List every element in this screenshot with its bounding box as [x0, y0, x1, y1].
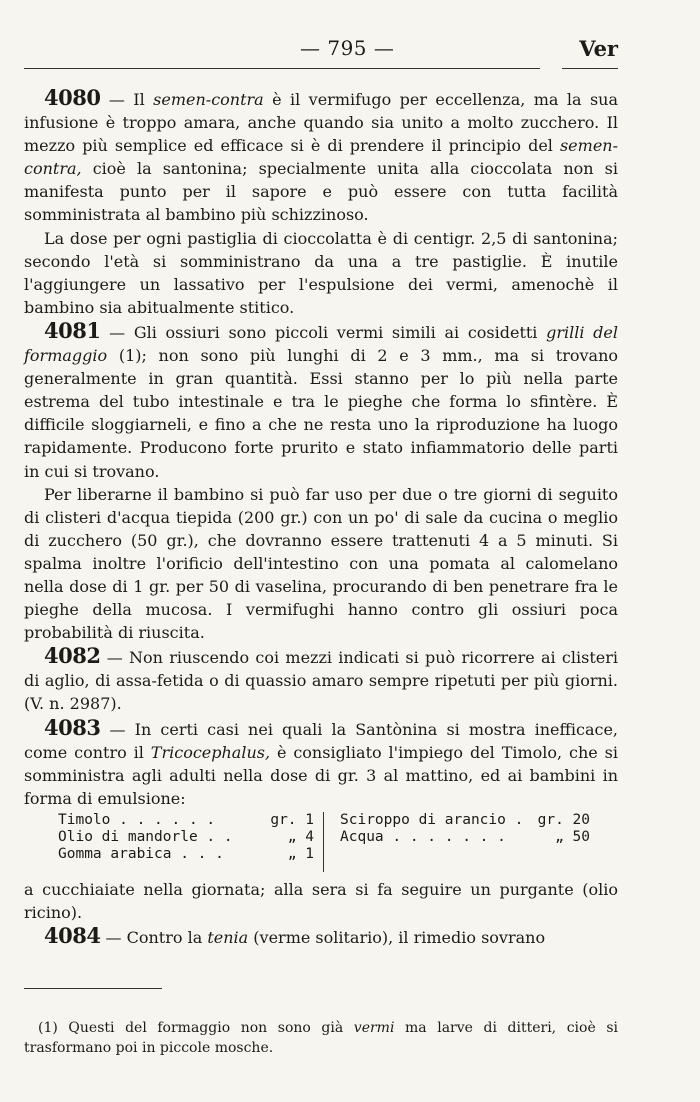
main-text: [24, 86, 618, 949]
prescription-row: Olio di mandorle . . „ 4: [58, 828, 314, 845]
header-rule-right: [562, 68, 618, 69]
paragraph-4080: 4080 — Il semen-contra è il vermifugo per eccellenza, ma la sua infusione è troppo amara, anche quando sia unito a molto zucchero. Il mezzo più semplice ed efficace si è di prendere il principio del semen-contra, cioè la santonina; specialmente unita alla cioccolata non si manifesta punto per il sapore e può essere con tutta facilità somministrata al bambino più schizzinoso.: [24, 85, 619, 225]
article-number: 4082: [44, 643, 101, 669]
prescription-left-column: [58, 812, 314, 863]
italic-term: Tricocephalus,: [150, 742, 271, 762]
italic-term: semen-contra: [153, 90, 264, 109]
article-number: 4080: [44, 85, 101, 110]
header-rule: [24, 68, 540, 69]
prescription-right-column: [340, 812, 590, 846]
paragraph-4082: 4082 — Non riuscendo coi mezzi indicati si può ricorrere ai clisteri di aglio, di assa-fetida o di quassio amaro sempre ripetuti per più giorni. (V. n. 2987).: [24, 643, 618, 714]
paragraph-4084: 4084 — Contro la tenia (verme solitario), il rimedio sovrano: [44, 923, 546, 949]
article-number: 4084: [44, 923, 101, 949]
paragraph-dosage-note: a cucchiaiate nella giornata; alla sera si fa seguire un purgante (olio ricino).: [24, 879, 618, 922]
paragraph-treatment: Per liberarne il bambino si può far uso per due o tre giorni di seguito di clisteri d'acqua tiepida (200 gr.) con un po' di sale da cucina o meglio di zucchero (50 gr.), che dovranno essere trattenuti 4 a 5 minuti. Si spalma inoltre l'orificio dell'intestino con una pomata al calomelano nella dose di 1 gr. per 50 di vaselina, procurando di ben penetrare fra le pieghe della mucosa. I vermifughi hanno contro gli ossiuri poca probabilità di riuscita.: [24, 484, 618, 643]
prescription-row: Acqua . . . . . . . „ 50: [340, 828, 590, 845]
running-head: Ver: [579, 36, 618, 61]
italic-term: grilli del formaggio: [24, 322, 619, 366]
italic-term: semen-contra,: [24, 136, 618, 179]
paragraph-dose: La dose per ogni pastiglia di cioccolatta è di centigr. 2,5 di santonina; secondo l'età si somministrano da una a tre pastiglie. È inutile l'aggiungere un lassativo per l'espulsione dei vermi, amenochè il bambino sia abitualmente stitico.: [24, 228, 618, 317]
prescription-row: Timolo . . . . . . gr. 1: [58, 811, 314, 828]
footnote: (1) Questi del formaggio non sono già vermi ma larve di ditteri, cioè si trasformano poi in piccole mosche.: [24, 1020, 618, 1056]
paragraph-4083: 4083 — In certi casi nei quali la Santònina si mostra inefficace, come contro il Tricocephalus, è consigliato l'impiego del Timolo, che si somministra agli adulti nella dose di gr. 3 al mattino, ed ai bambini in forma di emulsione:: [24, 714, 618, 808]
italic-term: vermi: [353, 1020, 395, 1036]
italic-term: tenia: [207, 928, 249, 948]
prescription-row: Sciroppo di arancio . gr. 20: [340, 811, 590, 828]
prescription-table: [24, 812, 618, 874]
paragraph-4081: 4081 — Gli ossiuri sono piccoli vermi simili ai cosidetti grilli del formaggio (1); non sono più lunghi di 2 e 3 mm., ma si trovano generalmente in gran quantità. Essi stanno per lo più nella parte estrema del tubo intestinale e tra le pieghe che forma lo sfintère. È difficile sloggiarneli, e fino a che ne resta uno la riproduzione ha luogo rapidamente. Producono forte prurito e stato infiammatorio delle parti in cui si trovano.: [24, 317, 619, 481]
prescription-divider: [323, 812, 324, 872]
article-number: 4081: [44, 317, 101, 343]
page-number: — 795 —: [300, 36, 395, 60]
prescription-row: Gomma arabica . . . „ 1: [58, 845, 314, 862]
page-header: [24, 36, 618, 70]
footnote-rule: [24, 988, 162, 989]
article-number: 4083: [44, 714, 101, 740]
